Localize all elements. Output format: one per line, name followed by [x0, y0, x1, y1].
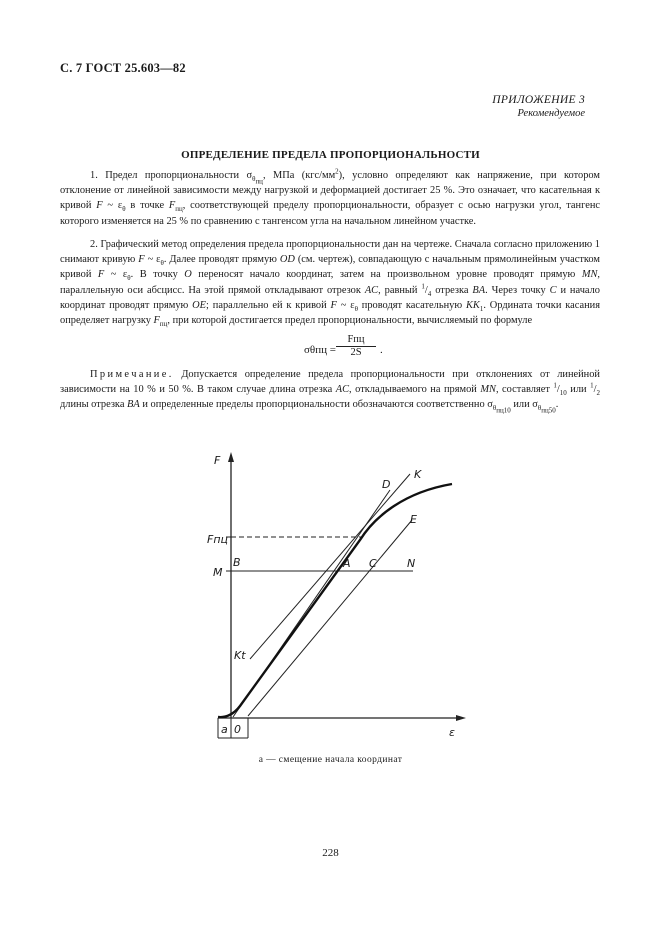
appendix-title: ПРИЛОЖЕНИЕ 3	[492, 94, 585, 106]
appendix-label	[492, 93, 585, 121]
label-fpc: Fпц	[207, 533, 229, 546]
label-epsilon: ε	[449, 726, 455, 739]
figure-caption: a — смещение начала координат	[258, 755, 403, 765]
line-oe	[248, 520, 412, 716]
x-axis-arrow	[456, 715, 466, 721]
label-a-point: A	[343, 557, 351, 570]
tangent-kkt	[250, 474, 410, 659]
appendix-subtitle: Рекомендуемое	[517, 108, 585, 119]
label-kt: Kt	[234, 649, 246, 662]
label-b: B	[233, 556, 241, 569]
formula	[60, 334, 600, 368]
label-origin: 0	[234, 723, 241, 736]
label-c: C	[369, 557, 377, 570]
label-k: K	[414, 468, 422, 481]
label-e: E	[410, 513, 417, 526]
label-m: M	[213, 566, 223, 579]
section-title: ОПРЕДЕЛЕНИЕ ПРЕДЕЛА ПРОПОРЦИОНАЛЬНОСТИ	[181, 149, 480, 161]
paragraph-1: 1. Предел пропорциональности $\sigma_{\theta_{пц}}$, МПа $(кгс/мм^2)$, условно определяют как напряжение, при котором отклонение от линейной зависимости между нагрузкой и деформацией достигает 25 %. Это означает, что касательная к кривой F ~ $\varepsilon_\theta$ в точке $F_{пц}$, соответствующей пределу пропорциональности, образует с осью нагрузки угол, тангенс которого изменяется на 25 % по сравнению с тангенсом угла на начальном линейном участке.	[60, 167, 601, 227]
proportionality-limit-figure	[200, 448, 470, 748]
paragraph-2: 2. Графический метод определения предела пропорциональности дан на чертеже. Сначала согласно приложению 1 снимают кривую F ~ $\varepsilon_\theta$. Далее проводят прямую OD (см. чертеж), совпадающую с начальным прямолинейным участком кривой F ~ $\varepsilon_\theta$. В точку O переносят начало координат, затем на произвольном уровне проводят прямую MN, параллельную оси абсцисс. На этой прямой откладывают отрезок AC, равный $^1/_4$ отрезка BA. Через точку C и начало координат проводят прямую OE; параллельно ей к кривой F ~ $\varepsilon_\theta$ проводят касательную $KK_1$. Ордината точки касания определяет нагрузку $F_{пц}$, при которой достигается предел пропорциональности, вычисляемый по формуле	[60, 239, 601, 329]
label-n: N	[407, 557, 416, 570]
y-axis-arrow	[228, 452, 234, 462]
formula-numerator: Fпц	[336, 334, 376, 347]
label-d: D	[382, 478, 391, 491]
document-header: С. 7 ГОСТ 25.603—82	[60, 61, 186, 75]
note-label: Примечание.	[90, 369, 174, 380]
formula-lhs: σθпц =	[304, 344, 336, 356]
formula-fraction	[336, 334, 376, 358]
formula-end: .	[380, 344, 383, 356]
label-f: F	[214, 454, 221, 467]
formula-denominator: 2S	[350, 347, 362, 358]
label-a-offset: a	[221, 723, 228, 736]
page-number: 228	[322, 847, 339, 859]
note-paragraph: Примечание. Допускается определение предела пропорциональности при отклонениях от линейной зависимости на 10 % и 50 %. В таком случае длина отрезка AC, откладываемого на прямой MN, составляет $^1/_{10}$ или $^1/_2$ длины отрезка BA и определенные пределы пропорциональности обозначаются соответственно $\sigma_{\theta_{пц10}}$ или $\sigma_{\theta_{пц50}}$.	[60, 369, 600, 415]
